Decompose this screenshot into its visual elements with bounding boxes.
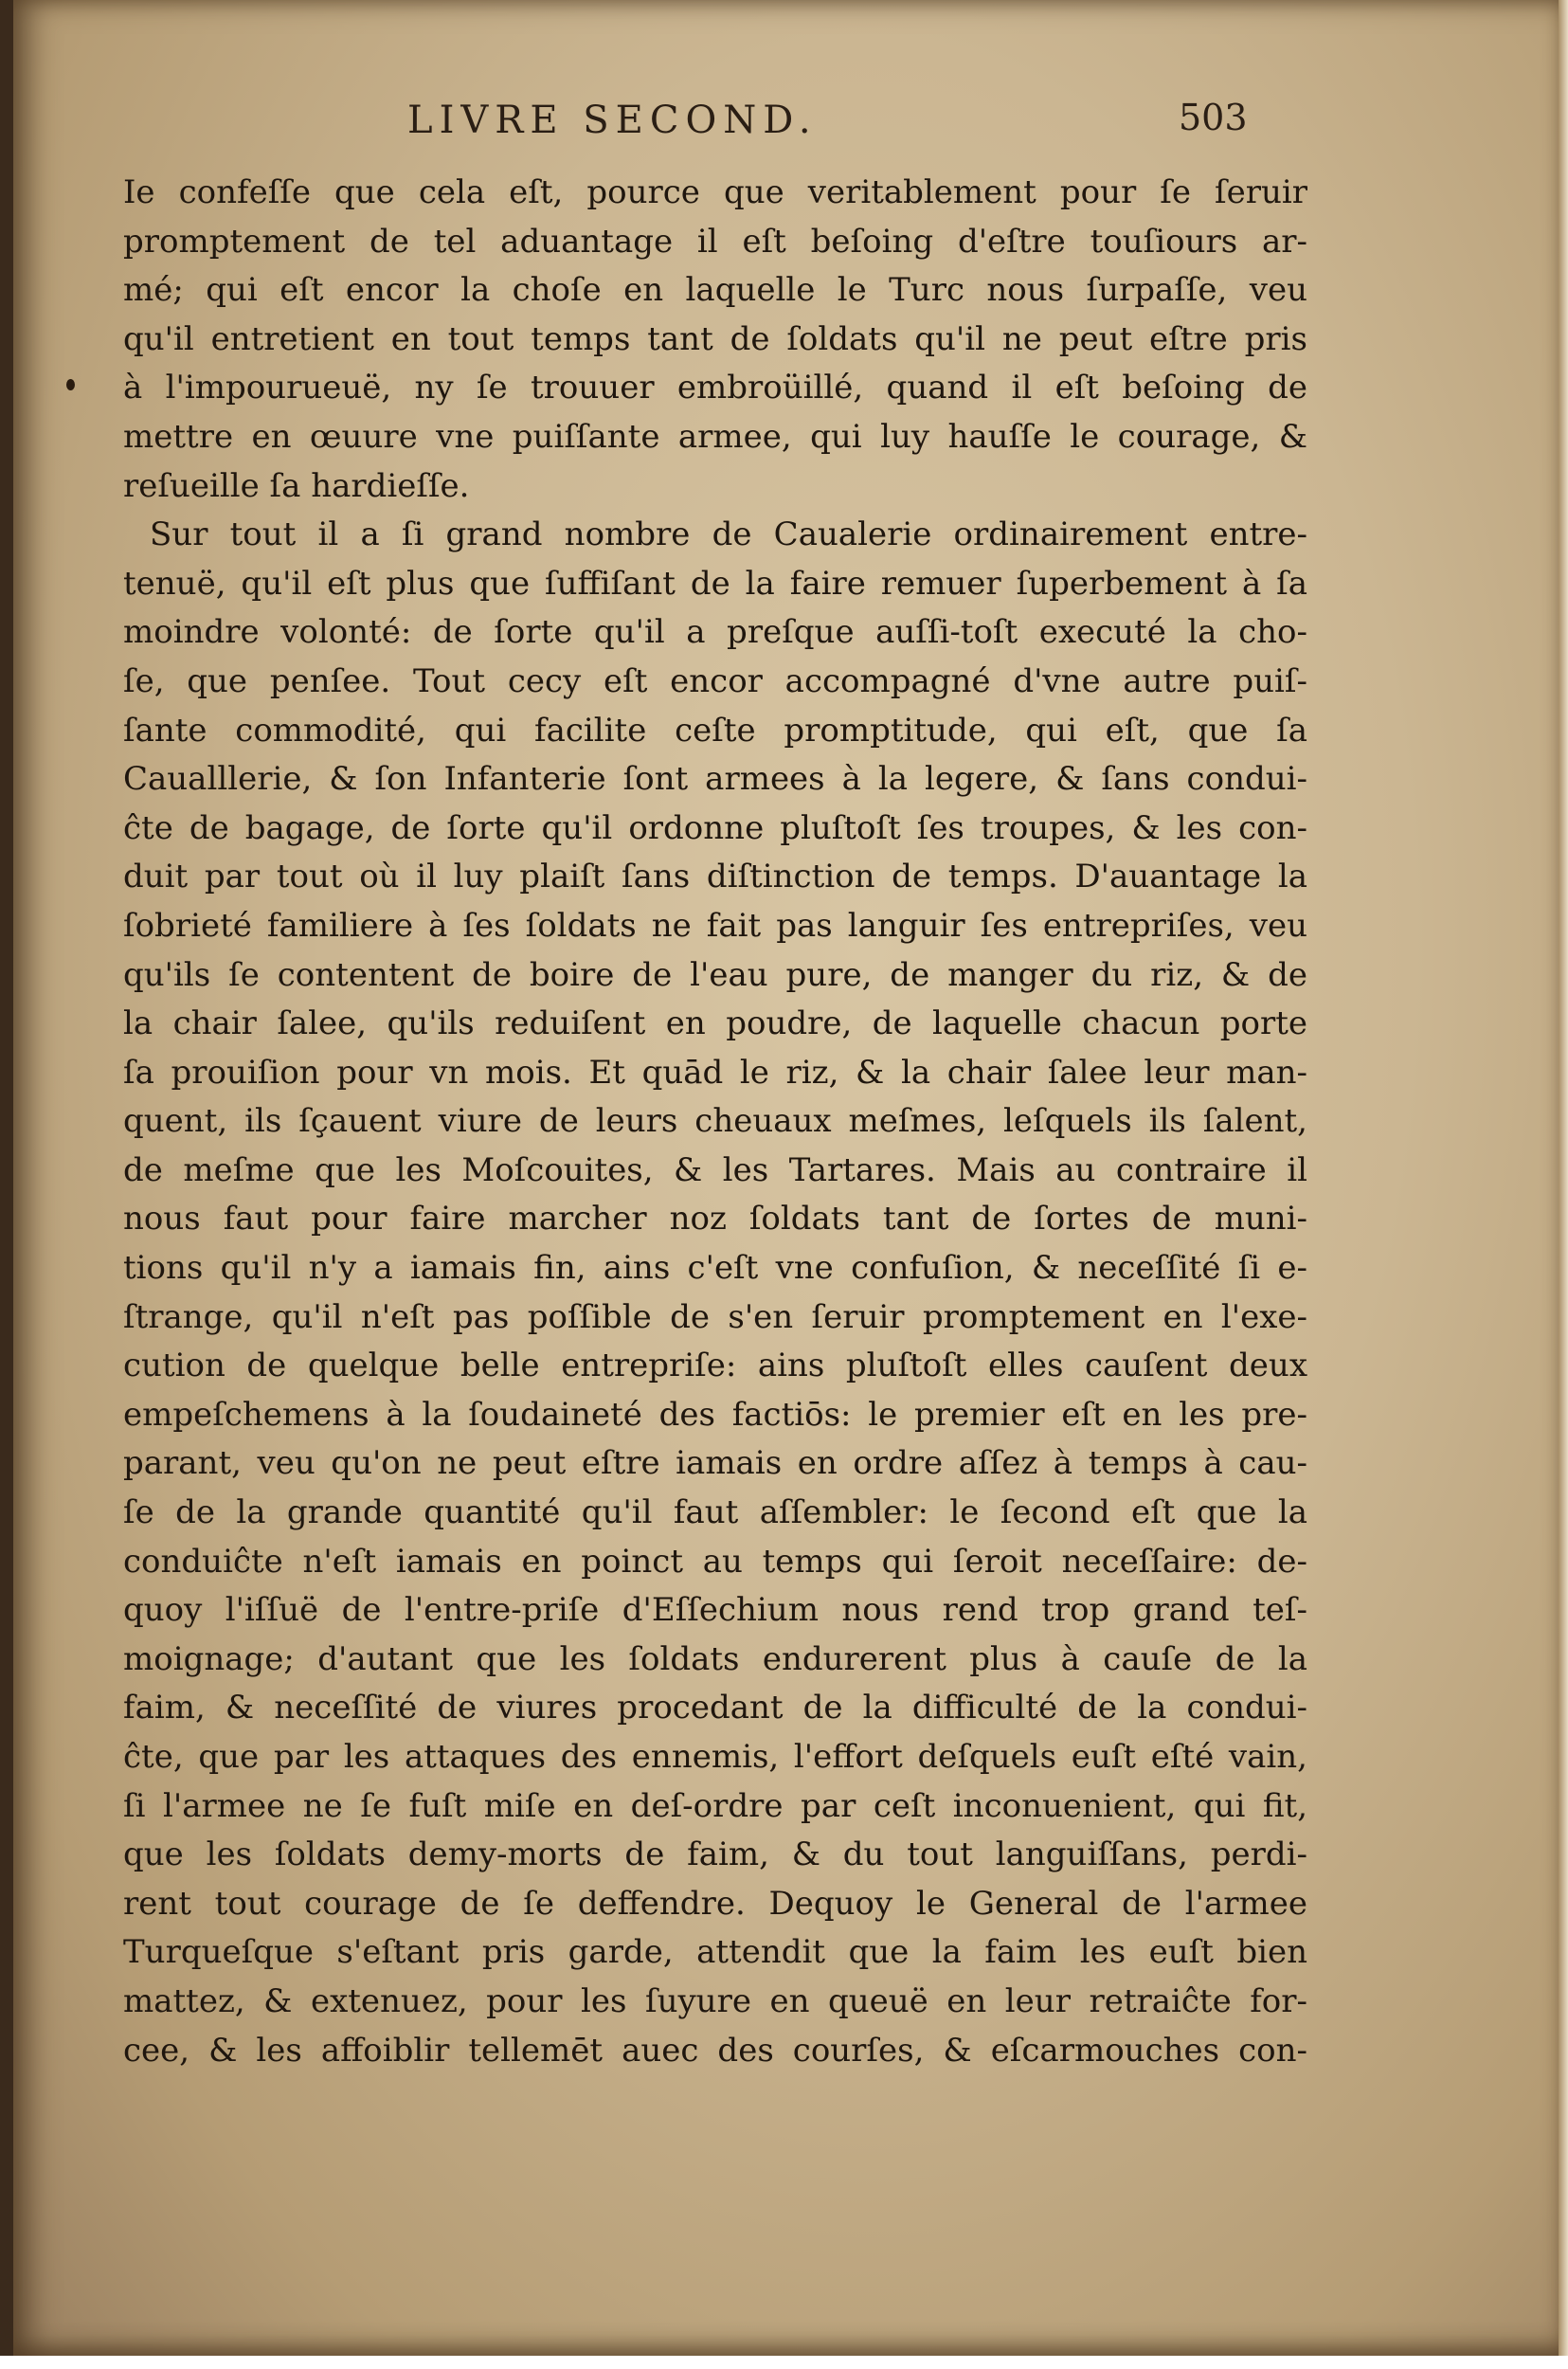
text-line: ſa prouiſion pour vn mois. Et quād le riz, & la chair ſalee leur man- [123,1053,1307,1092]
text-line: promptement de tel aduantage il eſt beſoing d'eſtre touſiours ar- [123,222,1307,261]
page-bottom-margin [0,2356,1568,2369]
text-line: de meſme que les Moſcouites, & les Tartares. Mais au contraire il [123,1150,1307,1189]
text-line: la chair ſalee, qu'ils reduiſent en poudre, de laquelle chacun porte [123,1004,1307,1043]
binding-gutter [0,0,13,2369]
text-line: ſobrieté familiere à ſes ſoldats ne fait pas languir ſes entrepriſes, veu [123,906,1307,945]
text-line: quent, ils ſçauent viure de leurs cheuaux meſmes, leſquels ils ſalent, [123,1102,1307,1141]
text-line: mé; qui eſt encor la choſe en laquelle le Turc nous ſurpaſſe, veu [123,271,1307,310]
page-right-edge [1559,0,1568,2356]
text-line: tions qu'il n'y a iamais fin, ains c'eſt vne confuſion, & neceſſité ſi e- [123,1249,1307,1288]
text-line: ſe, que penſee. Tout cecy eſt encor accompagné d'vne autre puiſ- [123,661,1307,700]
text-line: qu'ils ſe contentent de boire de l'eau pure, de manger du riz, & de [123,955,1307,994]
text-line: empeſchemens à la ſoudaineté des factiōs: le premier eſt en les pre- [123,1395,1307,1434]
text-line: nous faut pour faire marcher noz ſoldats tant de ſortes de muni- [123,1200,1307,1239]
body-text [123,169,1307,2075]
text-line: parant, veu qu'on ne peut eſtre iamais en ordre aſſez à temps à cau- [123,1444,1307,1483]
text-line: moignage; d'autant que les ſoldats endurerent plus à cauſe de la [123,1639,1307,1678]
text-line: Sur tout il a ſi grand nombre de Caualerie ordinairement entre- [150,515,1307,554]
text-line: à l'impourueuë, ny ſe trouuer embroüillé, quand il eſt beſoing de [123,369,1307,407]
page-number: 503 [1179,97,1248,138]
text-line: Turqueſque s'eſtant pris garde, attendit que la faim les euſt bien [123,1933,1307,1972]
text-line: ſtrange, qu'il n'eſt pas poſſible de s'en ſeruir promptement en l'exe- [123,1297,1307,1336]
text-line: faim, & neceſſité de viures procedant de la difficulté de la condui- [123,1689,1307,1727]
text-line: mattez, & extenuez, pour les ſuyure en queuë en leur retraiĉte for- [123,1981,1307,2020]
text-line: ĉte, que par les attaques des ennemis, l'effort deſquels euſt eſté vain, [123,1738,1307,1776]
text-line: cee, & les affoiblir tellemēt auec des courſes, & eſcarmouches con- [123,2031,1307,2070]
margin-dot-mark [66,379,75,390]
text-line: que les ſoldats demy-morts de faim, & du tout languiſſans, perdi- [123,1836,1307,1874]
text-line: rent tout courage de ſe deffendre. Dequoy le General de l'armee [123,1884,1307,1923]
text-line: ſi l'armee ne ſe fuſt miſe en deſ-ordre par ceſt inconuenient, qui fit, [123,1786,1307,1825]
text-line: ĉte de bagage, de ſorte qu'il ordonne pluſtoſt ſes troupes, & les con- [123,808,1307,847]
text-line: conduiĉte n'eſt iamais en poinct au temps qui ſeroit neceſſaire: de- [123,1542,1307,1581]
text-line: tenuë, qu'il eſt plus que ſuffiſant de la faire remuer ſuperbement à ſa [123,564,1307,603]
text-line: ſante commodité, qui facilite ceſte promptitude, qui eſt, que ſa [123,711,1307,750]
text-line: duit par tout où il luy plaiſt ſans diſtinction de temps. D'auantage la [123,858,1307,896]
text-line: reſueille ſa hardieſſe. [123,466,470,505]
text-line: ſe de la grande quantité qu'il faut aſſembler: le ſecond eſt que la [123,1493,1307,1532]
running-head: LIVRE SECOND. [407,99,818,142]
text-line: qu'il entretient en tout temps tant de ſoldats qu'il ne peut eſtre pris [123,319,1307,358]
text-line: Ie confeſſe que cela eſt, pource que veritablement pour ſe ſeruir [123,173,1307,211]
text-line: mettre en œuure vne puiſſante armee, qui luy hauſſe le courage, & [123,417,1307,456]
text-line: Caualllerie, & ſon Infanterie ſont armees à la legere, & ſans condui- [123,760,1307,799]
text-line: cution de quelque belle entrepriſe: ains pluſtoſt elles cauſent deux [123,1347,1307,1385]
text-line: moindre volonté: de ſorte qu'il a preſque auſſi-toſt executé la cho- [123,613,1307,652]
text-line: quoy l'iſſuë de l'entre-priſe d'Eſſechium nous rend trop grand teſ- [123,1591,1307,1630]
